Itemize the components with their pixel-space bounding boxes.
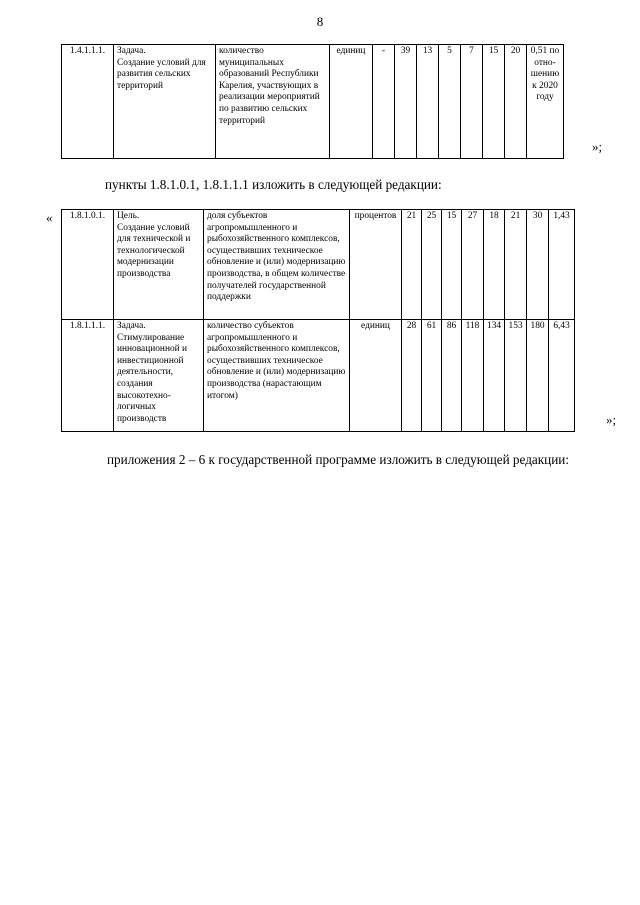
row-note: 1,43 bbox=[549, 210, 575, 320]
row-value: 25 bbox=[422, 210, 442, 320]
closing-quote: »; bbox=[606, 412, 617, 427]
row-value: 21 bbox=[402, 210, 422, 320]
row-goal: Задача. Создание условий для развития сельских территорий bbox=[114, 45, 216, 159]
row-code: 1.8.1.0.1. bbox=[62, 210, 114, 320]
indicator-table-1 bbox=[61, 44, 564, 159]
closing-quote: »; bbox=[592, 139, 603, 154]
row-indicator: количество муниципальных образований Республики Карелия, участвующих в реализации мероприятий по развитию сельских территорий bbox=[216, 45, 330, 159]
row-indicator: количество субъектов агропромышленного и рыбохозяйственного комплексов, осуществивших техническое обновление и (или) модернизацию производства (нарастающим итогом) bbox=[204, 320, 350, 432]
page-number: 8 bbox=[316, 14, 324, 29]
row-note: 6,43 bbox=[549, 320, 575, 432]
row-value: 18 bbox=[484, 210, 505, 320]
row-value: 20 bbox=[505, 45, 527, 159]
row-value: - bbox=[373, 45, 395, 159]
table-row bbox=[62, 210, 575, 320]
row-value: 153 bbox=[505, 320, 527, 432]
row-value: 21 bbox=[505, 210, 527, 320]
row-goal: Цель. Создание условий для технической и технологической модернизации производства bbox=[114, 210, 204, 320]
row-value: 13 bbox=[417, 45, 439, 159]
row-value: 86 bbox=[442, 320, 462, 432]
row-value: 15 bbox=[442, 210, 462, 320]
row-unit: процентов bbox=[350, 210, 402, 320]
row-value: 39 bbox=[395, 45, 417, 159]
row-note: 0,51 по отно-шению к 2020 году bbox=[527, 45, 564, 159]
row-unit: единиц bbox=[350, 320, 402, 432]
instruction-paragraph: приложения 2 – 6 к государственной программе изложить в следующей редакции: bbox=[107, 452, 570, 467]
table-row bbox=[62, 45, 564, 159]
row-value: 61 bbox=[422, 320, 442, 432]
instruction-paragraph: пункты 1.8.1.0.1, 1.8.1.1.1 изложить в следующей редакции: bbox=[105, 177, 442, 192]
opening-quote: « bbox=[46, 210, 53, 225]
row-value: 118 bbox=[462, 320, 484, 432]
row-value: 30 bbox=[527, 210, 549, 320]
row-value: 5 bbox=[439, 45, 461, 159]
row-code: 1.8.1.1.1. bbox=[62, 320, 114, 432]
row-code: 1.4.1.1.1. bbox=[62, 45, 114, 159]
row-value: 27 bbox=[462, 210, 484, 320]
row-unit: единиц bbox=[330, 45, 373, 159]
row-value: 180 bbox=[527, 320, 549, 432]
indicator-table-2 bbox=[61, 209, 575, 432]
table-row bbox=[62, 320, 575, 432]
row-value: 28 bbox=[402, 320, 422, 432]
row-value: 15 bbox=[483, 45, 505, 159]
row-value: 134 bbox=[484, 320, 505, 432]
row-indicator: доля субъектов агропромышленного и рыбохозяйственного комплексов, осуществивших техническое обновление и (или) модернизацию производства, в общем количестве получателей государственной поддержки bbox=[204, 210, 350, 320]
row-goal: Задача. Стимулирование инновационной и инвестиционной деятельности, создания высокотехно-логичных производств bbox=[114, 320, 204, 432]
row-value: 7 bbox=[461, 45, 483, 159]
